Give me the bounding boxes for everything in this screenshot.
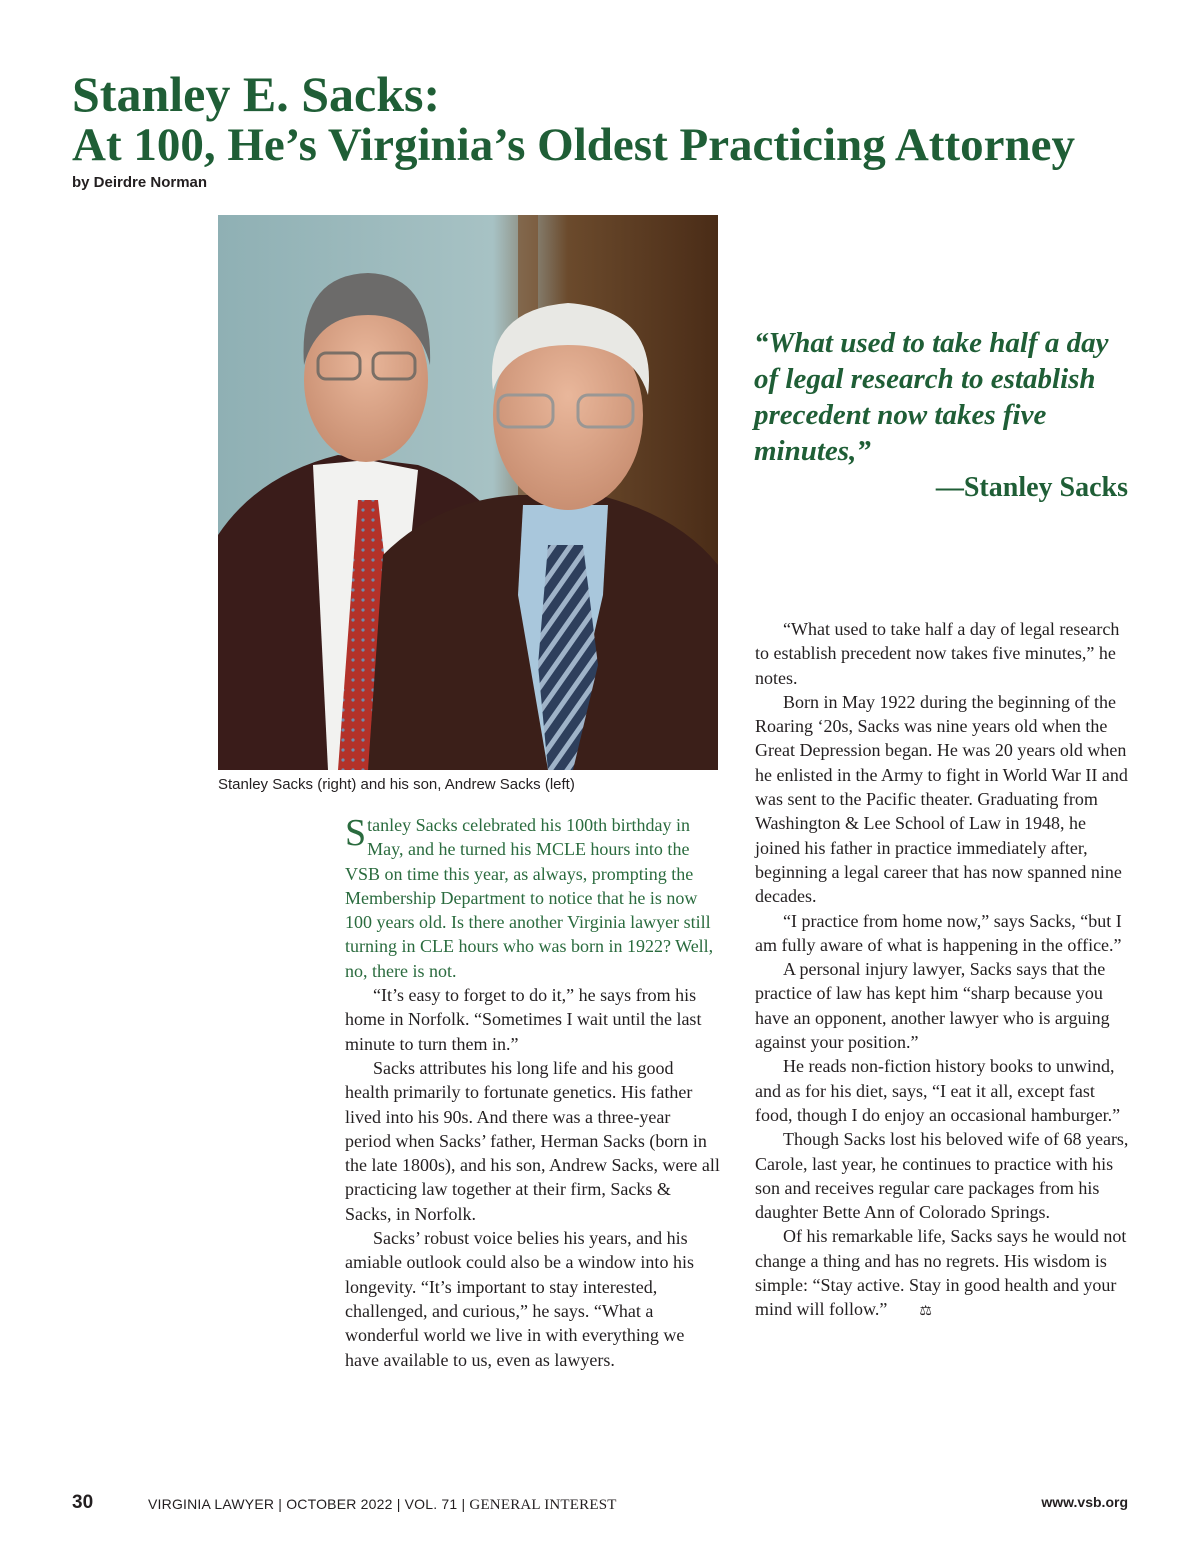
article-title-line-1: Stanley E. Sacks: bbox=[72, 66, 441, 122]
body-paragraph: “What used to take half a day of legal research to establish precedent now takes five minutes,” he notes. bbox=[755, 619, 1120, 688]
body-paragraph: He reads non-fiction history books to unwind, and as for his diet, says, “I eat it all, except fast food, though I do enjoy an occasional hamburger.” bbox=[755, 1056, 1121, 1125]
body-paragraph: Sacks attributes his long life and his good health primarily to fortunate genetics. His father lived into his 90s. And there was a three-year period when Sacks’ father, Herman Sacks (born in the late 1800s), and his son, Andrew Sacks, were all practicing law together at their firm, Sacks & Sacks, in Norfolk. bbox=[345, 1057, 720, 1224]
last-paragraph-text: Of his remarkable life, Sacks says he would not change a thing and has no regrets. His wisdom is simple: “Stay active. Stay in good health and your mind will follow.” bbox=[755, 1226, 1127, 1320]
body-paragraph: Born in May 1922 during the beginning of the Roaring ‘20s, Sacks was nine years old when the Great Depression began. He was 20 years old when he enlisted in the Army to fight in World War II and was sent to the Pacific theater. Graduating from Washington & Lee School of Law in 1948, he joined his father in practice immediately after, beginning a legal career that has now spanned nine decades. bbox=[755, 691, 1128, 907]
publication-info bbox=[148, 1496, 617, 1514]
article-title-line-2: At 100, He’s Virginia’s Oldest Practicing Attorney bbox=[72, 119, 1075, 171]
section-name: GENERAL INTEREST bbox=[469, 1497, 617, 1513]
body-column-right bbox=[755, 617, 1133, 1325]
body-paragraph: “I practice from home now,” says Sacks, “but I am fully aware of what is happening in the office.” bbox=[755, 910, 1122, 955]
page-number: 30 bbox=[72, 1492, 94, 1513]
body-paragraph: Though Sacks lost his beloved wife of 68 years, Carole, last year, he continues to practice with his son and receives regular care packages from his daughter Bette Ann of Colorado Springs. bbox=[755, 1129, 1129, 1223]
pull-quote: “What used to take half a day of legal research to establish precedent now takes five minutes,” bbox=[754, 327, 1109, 467]
portrait-photo bbox=[218, 215, 718, 770]
body-paragraph bbox=[755, 1224, 1133, 1324]
photo-caption: Stanley Sacks (right) and his son, Andrew Sacks (left) bbox=[218, 776, 575, 793]
publication-name: VIRGINIA LAWYER | OCTOBER 2022 | VOL. 71 | bbox=[148, 1496, 470, 1512]
pull-quote-attribution: —Stanley Sacks bbox=[935, 472, 1128, 503]
scales-icon: ⚖ bbox=[919, 1304, 932, 1320]
body-paragraph: “It’s easy to forget to do it,” he says from his home in Norfolk. “Sometimes I wait until the last minute to turn them in.” bbox=[345, 985, 702, 1054]
lede-text: tanley Sacks celebrated his 100th birthday in May, and he turned his MCLE hours into the VSB on time this year, as always, prompting the Membership Department to notice that he is now 100 years old. Is there another Virginia lawyer still turning in CLE hours who was born in 1922? Well, no, there is not. bbox=[345, 815, 714, 981]
body-paragraph: Sacks’ robust voice belies his years, and his amiable outlook could also be a window into his longevity. “It’s important to stay interested, challenged, and curious,” he says. “What a wonderful world we live in with everything we have available to us, even as lawyers. bbox=[345, 1228, 694, 1370]
lede-paragraph bbox=[345, 813, 720, 983]
byline: by Deirdre Norman bbox=[72, 174, 208, 191]
drop-cap: S bbox=[345, 812, 367, 854]
body-paragraph: A personal injury lawyer, Sacks says that the practice of law has kept him “sharp because you have an opponent, another lawyer who is arguing against your position.” bbox=[755, 959, 1110, 1053]
website-url[interactable]: www.vsb.org bbox=[1041, 1494, 1128, 1510]
body-column-left bbox=[345, 813, 720, 1372]
